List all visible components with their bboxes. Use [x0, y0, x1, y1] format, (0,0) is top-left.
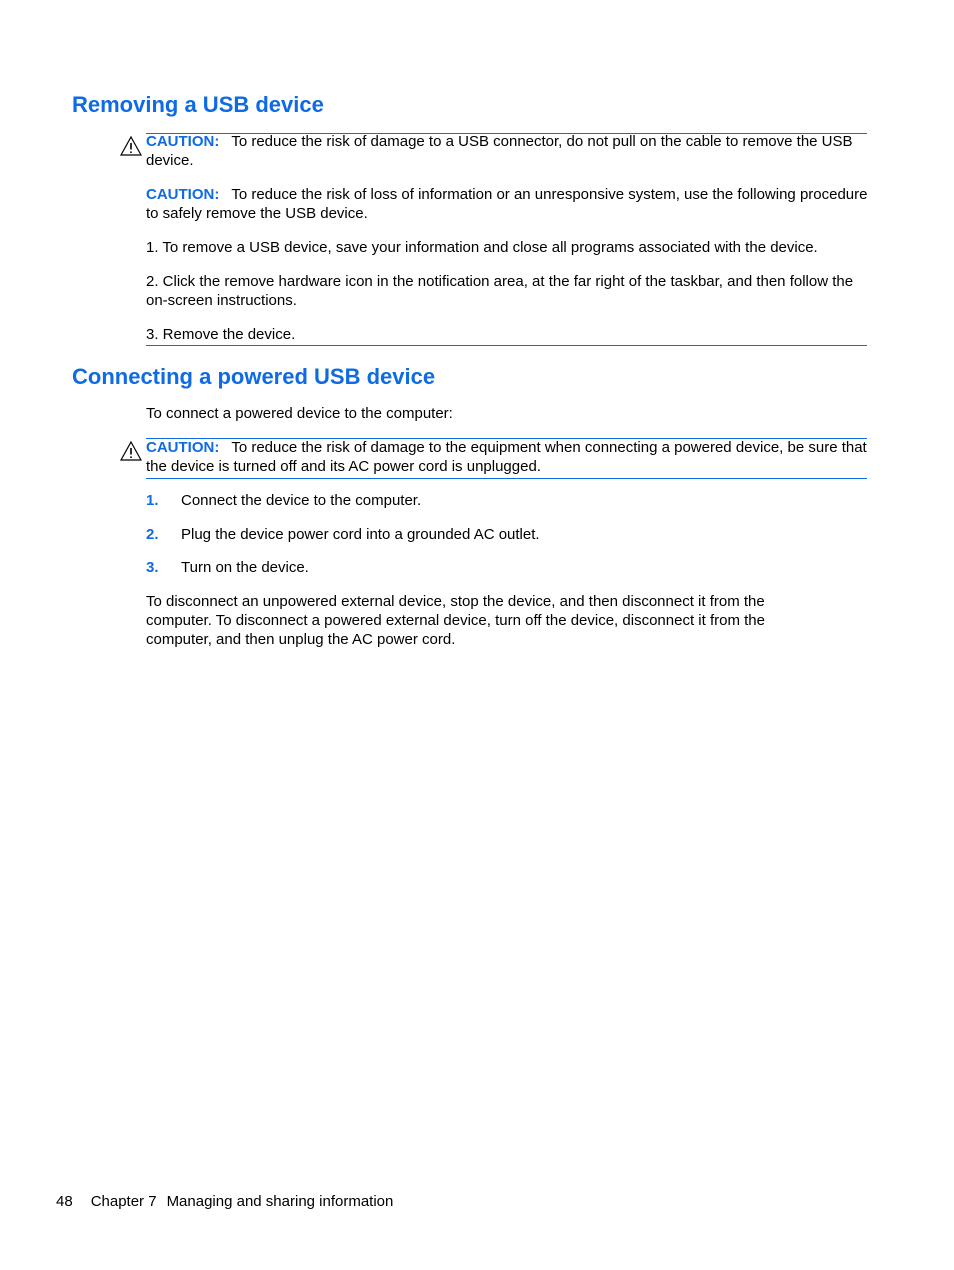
- page-footer: [56, 1192, 411, 1211]
- chapter-title: Managing and sharing information: [166, 1193, 394, 1210]
- page-number: 48: [56, 1193, 73, 1210]
- chapter-label: Chapter 7: [90, 1193, 157, 1210]
- step-number: 2.: [146, 526, 159, 543]
- caution-label: CAUTION:: [146, 133, 220, 150]
- step-text: Turn on the device.: [181, 559, 309, 576]
- step-number: 3.: [146, 559, 159, 576]
- warning-triangle-icon: [120, 441, 142, 461]
- intro-paragraph: To connect a powered device to the computer:: [146, 405, 453, 422]
- caution-paragraph-2: [146, 185, 868, 223]
- step-text: Plug the device power cord into a grounded AC outlet.: [181, 526, 540, 543]
- procedure-step-1: 1. To remove a USB device, save your information and close all programs associated with the device.: [146, 239, 818, 256]
- caution-text: To reduce the risk of damage to a USB connector, do not pull on the cable to remove the USB device.: [146, 133, 853, 169]
- section-heading-removing-usb: Removing a USB device: [72, 92, 324, 117]
- caution-paragraph-1: [146, 132, 868, 170]
- procedure-step-2: 2. Click the remove hardware icon in the notification area, at the far right of the taskbar, and then follow the on-screen instructions.: [146, 273, 854, 309]
- caution-text: To reduce the risk of loss of information or an unresponsive system, use the following procedure to safely remove the USB device.: [146, 186, 868, 222]
- procedure-step-3: 3. Remove the device.: [146, 326, 296, 343]
- caution-paragraph-3: [146, 438, 868, 476]
- step-text: Connect the device to the computer.: [181, 492, 422, 509]
- step-number: 1.: [146, 492, 159, 509]
- caution-label: CAUTION:: [146, 439, 220, 456]
- caution-text: To reduce the risk of damage to the equipment when connecting a powered device, be sure that the device is turned off and its AC power cord is unplugged.: [146, 439, 867, 475]
- caution-label: CAUTION:: [146, 186, 220, 203]
- section-end-rule: [146, 345, 867, 346]
- numbered-step: [146, 558, 868, 577]
- section-heading-connecting-usb: Connecting a powered USB device: [72, 364, 436, 389]
- numbered-step: [146, 491, 868, 510]
- closing-paragraph: To disconnect an unpowered external device, stop the device, and then disconnect it from the computer. To disconnect a powered external device, turn off the device, disconnect it from the computer, and then unplug the AC power cord.: [146, 593, 765, 648]
- numbered-step: [146, 525, 868, 544]
- warning-triangle-icon: [120, 136, 142, 156]
